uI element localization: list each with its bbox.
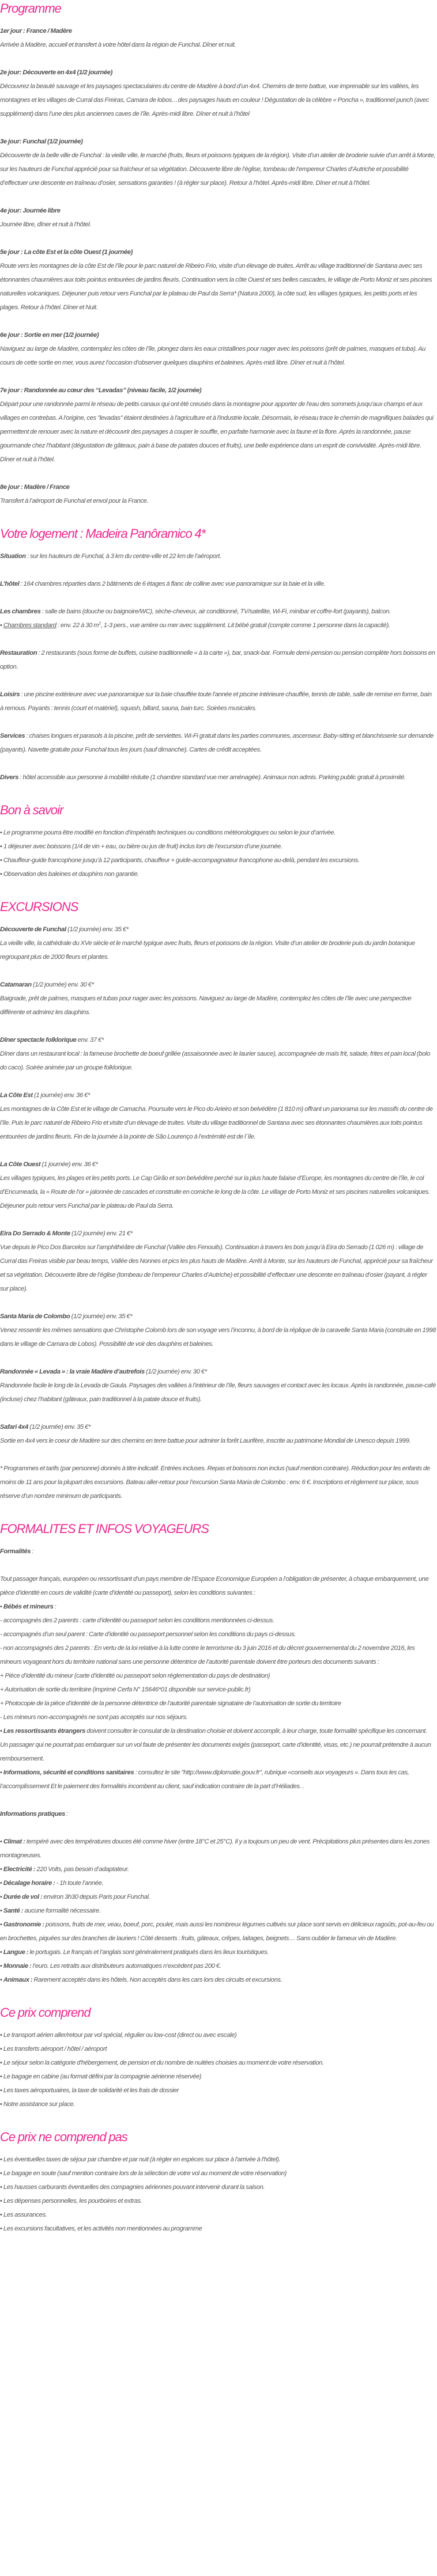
excursion-text: Vue depuis le Pico Dos Barcelos sur l’amphithéâtre de Funchal (Vallée des Fenouils). Continuation à travers les bois jusqu’à Eira do Serrado (1 026 m) : village de Curral das Freiras visible par beau temps, Vallée des Nonnes et pics les plus hauts de Madère. Arrêt à Monte, sur les hauteurs de Funchal, apprécié pour sa fraîcheur et sa végétation. Découverte libre de l’église (tombeau de l’empereur Charles d’Autriche) et possibilité d’effectuer une descente en traîneau d’osier (payant, à régler sur place). (0, 1244, 433, 1292)
excursion-item (0, 1365, 436, 1406)
dining-label: Restauration (0, 650, 37, 657)
excursion-text: Sortie en 4x4 vers le coeur de Madère sur des chemins en terre battue pour admirer la forêt Laurifère, inscrite au patrimoine Mondial de Unesco depuis 1999. (0, 1437, 411, 1444)
situation-text: : sur les hauteurs de Funchal, à 3 km du centre-ville et 22 km de l’aéroport. (25, 553, 221, 560)
safety-paragraph (0, 1766, 436, 1793)
practical-item-climate (0, 1835, 436, 1862)
practical-label: Climat : (3, 1838, 25, 1845)
formalities-intro: Tout passager français, européen ou ressortissant d’un pays membre de l’Espace Economique Européen a l’obligation de présenter, à chaque embarquement, une pièce d’identité en cours de validité (carte d’identité ou passeport), selon les conditions suivantes : (0, 1576, 429, 1596)
hotel-situation (0, 549, 436, 563)
practical-info-list (0, 1835, 436, 1987)
excursion-text: Baignade, prêt de palmes, masques et tubas pour nager avec les poissons. Naviguez au large de Madère, contemplez les côtes de l’île avec une perspective différente et admirez les dauphins. (0, 995, 412, 1016)
excursion-item (0, 1158, 436, 1213)
minors-label: Bébés et mineurs (3, 1603, 54, 1610)
good-to-know-title: Bon à savoir (0, 803, 63, 817)
day-6 (0, 328, 436, 370)
excursions-footnote: * Programmes et tarifs (par personne) donnés à titre indicatif. Entrées incluses. Repas et boissons non inclus (sauf mention contraire). Réduction pour les enfants de moins de 11 ans pour la plupart des excursions. Bateau aller-retour pour l’excursion Santa Maria de Colombo : env. 6 €. Inscriptions et règlement sur place, sous réserve d’un nombre minimum de participants. (0, 1465, 430, 1500)
day-heading: 3e jour: Funchal (1/2 journée) (0, 138, 83, 145)
standard-rooms (0, 619, 436, 632)
minors-line: - accompagnés d’un seul parent : Carte d’identité ou passeport personnel selon les conditions du pays ci-dessus. (0, 1631, 296, 1638)
day-heading: 6e jour : Sortie en mer (1/2 journée) (0, 332, 99, 339)
foreigners-paragraph (0, 1724, 436, 1766)
day-text: Arrivée à Madère, accueil et transfert à votre hôtel dans la région de Funchal. Dîner et nuit. (0, 41, 236, 48)
list-item: • Les hausses carburants éventuelles des compagnies aériennes pouvant intervenir durant la saison. (0, 2180, 436, 2194)
practical-text: tempéré avec des températures douces été comme hiver (entre 18°C et 25°C). Il y a toujours un peu de vent. Précipitations plus présentes dans les zones montagneuses. (0, 1838, 430, 1859)
practical-label: Langue : (3, 1949, 29, 1956)
practical-text: aucune formalité nécessaire. (23, 1907, 101, 1914)
colon: : (65, 1811, 69, 1818)
list-item: • Les dépenses personnelles, les pourboires et extras. (0, 2194, 436, 2208)
practical-label: Animaux : (3, 1976, 33, 1983)
excursion-name: La Côte Est (0, 1092, 33, 1099)
foreigners-label: Les ressortissants étrangers (3, 1728, 85, 1735)
price-includes-list (0, 2028, 436, 2111)
formalities-body (0, 1572, 436, 1793)
day-heading: 8e jour : Madère / France (0, 484, 70, 491)
price-includes-title: Ce prix comprend (0, 2005, 91, 2020)
hotel-services (0, 729, 436, 757)
list-item: • Le transport aérien aller/retour par vol spécial, régulier ou low-cost (direct ou avec escale) (0, 2028, 436, 2042)
day-8 (0, 480, 436, 508)
excursion-name: Dîner spectacle folklorique (0, 1037, 77, 1044)
excursion-meta: env. 37 €* (76, 1037, 104, 1044)
list-item: • Observation des baleines et dauphins non garantie. (0, 867, 436, 881)
excursion-meta: (1/2 journée) env. 35 €* (66, 926, 129, 933)
safety-text: : consultez le site "http://www.diplomatie.gouv.fr", rubrique «conseils aux voyageurs ». Dans tous les cas, l’accomplissement Et le paiement des formalités incombent au client, sauf indication contraire de la part d’Héliades. . (0, 1769, 409, 1790)
day-1 (0, 24, 436, 52)
practical-item-gastronomy (0, 1918, 436, 1945)
excursions-section (0, 898, 436, 1503)
safety-label: Informations, sécurité et conditions sanitaires (3, 1769, 134, 1776)
good-to-know-section (0, 802, 436, 881)
practical-item-language (0, 1945, 436, 1959)
list-item: • Notre assistance sur place. (0, 2097, 436, 2111)
excursion-text: Dîner dans un restaurant local : la fameuse brochette de boeuf grillée (assaisonnée avec le laurier sauce), accompagnée de maïs frit, salade, frites et pain local (bolo do caco). Soirée animée par un groupe folklorique. (0, 1050, 430, 1071)
practical-text: Rarement acceptés dans les hôtels. Non acceptés dans les cars lors des circuits et excursions. (32, 1976, 282, 1983)
excursion-name: Safari 4x4 (0, 1424, 28, 1431)
price-excludes-list (0, 2153, 436, 2236)
services-label: Services (0, 733, 25, 739)
excursions-title: EXCURSIONS (0, 900, 78, 914)
day-text: Route vers les montagnes de la côte Est de l’île pour le parc naturel de Ribeiro Frio, visite d’un élevage de truites. Arrêt au village traditionnel de Santana avec ses étonnantes chaumières aux toits pointus entourées de jardins fleuris. Continuation vers la côte Ouest et ses belles cascades, le village de Porto Moniz et ses piscines naturelles volcaniques. Déjeuner puis retour vers Funchal par le plateau de Paul da Serra* (Natura 2000), la côte sud, les villages typiques, les petits ports et les plages. Retour à l’hôtel. Dîner et Nuit. (0, 263, 432, 311)
practical-label: Gastronomie : (3, 1921, 44, 1928)
day-text: Transfert à l’aéroport de Funchal et envol pour la France. (0, 498, 149, 504)
day-heading: 1er jour : France / Madère (0, 28, 72, 35)
standard-rooms-text: , 1-3 pers., vue arrière ou mer avec supplément. Lit bébé gratuit (compte comme 1 personne dans la capacité). (100, 622, 390, 629)
day-4 (0, 204, 436, 232)
practical-text: poissons, fruits de mer, veau, boeuf, porc, poulet, mais aussi les nombreux légumes cultivés sur place sont servis en délicieux ragoûts, pot-au-feu ou en brochettes, piquées sur des branches de lauriers ! Côté desserts : fruits, gâteaux, crêpes, laitages, beignets… Sans oublier le fameux vin de Madère. (0, 1921, 434, 1942)
minors-line: + Autorisation de sortie du territoire (imprimé Cerfa N° 15646*01 disponible sur service-public.fr) (0, 1686, 251, 1693)
day-3 (0, 135, 436, 190)
day-7 (0, 384, 436, 466)
practical-label: Electricité : (3, 1866, 36, 1873)
list-item: • Les éventuelles taxes de séjour par chambre et par nuit (à régler en espèces sur place à l'arrivée à l'hôtel). (0, 2153, 436, 2167)
rooms-text: : salle de bains (douche ou baignoire/WC), sèche-cheveux, air conditionné, TV/satellite, Wi-Fi, minibar et coffre-fort (payants), balcon. (40, 608, 391, 615)
practical-item-time-difference (0, 1876, 436, 1890)
practical-item-currency (0, 1959, 436, 1973)
formalities-title: FORMALITES ET INFOS VOYAGEURS (0, 1522, 209, 1536)
minors-line: + Pièce d’identité du mineur (carte d’identité ou passeport selon règlementation du pays de destination) (0, 1672, 270, 1679)
practical-text: le portugais. Le français et l’anglais sont généralement pratiqués dans les lieux touristiques. (28, 1949, 269, 1956)
practical-label: Durée de vol : (3, 1894, 43, 1900)
practical-label: Santé : (3, 1907, 24, 1914)
good-to-know-list (0, 826, 436, 881)
excursion-name: Randonnée « Levada » : la vraie Madère d’autrefois (0, 1368, 145, 1375)
list-item: • Les assurances. (0, 2208, 436, 2222)
minors-heading (0, 1600, 436, 1614)
excursion-meta: (1/2 journée) env. 21 €* (70, 1230, 133, 1237)
day-2 (0, 66, 436, 121)
misc-text: : hôtel accessible aux personne à mobilité réduite (1 chambre standard vue mer aménagée). Animaux non admis. Parking public gratuit à proximité. (18, 774, 406, 781)
situation-label: Situation (0, 553, 26, 560)
minors-line: - non accompagnés des 2 parents : En vertu de la loi relative à la lutte contre le terrorisme du 3 juin 2016 et du décret gouvernemental du 2 novembre 2016, les mineurs voyageant hors du territoire national sans une personne détentrice de l’autorité parentale doivent être porteurs des documents suivants : (0, 1645, 415, 1666)
excursion-text: Les montagnes de la Côte Est et le village de Camacha. Poursuite vers le Pico do Arieiro et son belvédère (1 810 m) offrant un panorama sur les massifs du centre de l’île. Puis le parc naturel de Ribeiro Frio et visite d’un élevage de truites. Visite du village traditionnel de Santana avec ses étonnantes chaumières aux toits pointus entourées de jardins fleuris. Fin de la journée à la pointe de São Lourenço à l’extrémité est de l´île. (0, 1106, 433, 1140)
excursion-name: La Côte Ouest (0, 1161, 41, 1168)
practical-item-health (0, 1904, 436, 1918)
day-heading: 5e jour : La côte Est et la côte Ouest (1 journée) (0, 249, 133, 256)
standard-rooms-label: Chambres standard (3, 622, 56, 629)
foreigners-text: doivent consulter le consulat de la destination choisie et doivent accomplir, à leur charge, toute formalité spécifique les concernant. Un passager qui ne pourrait pas embarquer sur un vol faute de présenter les documents exigés (passeport, carte d’identité, visas, etc.) ne pourrait prétendre à aucun remboursement. (0, 1728, 431, 1762)
price-excludes-section (0, 2129, 436, 2236)
list-item: • Le bagage en cabine (au format défini par la compagnie aérienne réservée) (0, 2070, 436, 2084)
formalities-section (0, 1520, 436, 1987)
practical-label: Décalage horaire : (3, 1880, 55, 1887)
excursion-item (0, 1033, 436, 1075)
list-item: • 1 déjeuner avec boissons (1/4 de vin + eau, ou bière ou jus de fruit) inclus lors de l’excursion d’une journée. (0, 840, 436, 853)
colon: : (31, 1548, 34, 1555)
practical-label: Informations pratiques (0, 1811, 66, 1818)
day-heading: 4e jour: Journée libre (0, 207, 61, 214)
day-text: Découverte de la belle ville de Funchal : la vieille ville, le marché (fruits, fleurs et poissons typiques de la région). Visite d’un atelier de broderie suivie d’un arrêt à Monte, sur les hauteurs de Funchal apprécié pour sa fraîcheur et sa végétation. Découverte libre de l’église, tombeau de l’empereur Charles d’Autriche et possibilité d’effectuer une descente en traîneau d’osier, sensations garanties ! (à régler sur place). Retour à l’hôtel. Après-midi libre. Dîner et nuit à l’hôtel. (0, 152, 436, 187)
excursion-item (0, 1088, 436, 1144)
hotel-misc (0, 771, 436, 784)
practical-text: 220 Volts, pas besoin d’adaptateur. (35, 1866, 129, 1873)
list-item: • Les taxes aéroportuaires, la taxe de solidarité et les frais de dossier (0, 2084, 436, 2097)
squared-sup: 2 (99, 621, 101, 626)
excursion-meta: (1/2 journée) env. 30 €* (144, 1368, 207, 1375)
excursion-name: Santa Maria de Colombo (0, 1313, 70, 1320)
hotel-title: Votre logement : Madeira Panôramico 4* (0, 526, 206, 541)
list-item: • Chauffeur-guide francophone jusqu’à 12 participants, chauffeur + guide-accompagnateur francophone au-delà, pendant les excursions. (0, 853, 436, 867)
dining-text: : 2 restaurants (sous forme de buffets, cuisine traditionnelle « à la carte »), bar, snack-bar. Formule demi-pension ou pension complète hors boissons en option. (0, 650, 435, 670)
practical-item-flight-duration (0, 1890, 436, 1904)
practical-item-electricity (0, 1862, 436, 1876)
day-text: Naviguez au large de Madère, contemplez les côtes de l’île, plongez dans les eaux cristallines pour nager avec les poissons (prêt de palmes, masques et tuba). Au cours de cette sortie en mer, vous aurez l’occasion d’observer quelques dauphins et baleines. Après-midi libre. Dîner et nuit à l’hôtel. (0, 346, 426, 366)
excursion-text: Randonnée facile le long de la Levada de Gaula. Paysages des vallées à l’intérieur de l’île, fleurs sauvages et contact avec les locaux. Après la randonnée, pause-café (incluse) chez l’habitant (gâteaux, pain traditionnel à la patate douce et fruits). (0, 1382, 436, 1403)
excursion-item (0, 1310, 436, 1351)
list-item: • Le séjour selon la catégorie d'hébergement, de pension et du nombre de nuitées choisies au moment de votre réservation. (0, 2056, 436, 2070)
excursion-item (0, 1420, 436, 1448)
hotel-section (0, 525, 436, 784)
excursion-meta: (1 journée) env. 36 €* (32, 1092, 91, 1099)
colon: : (53, 1603, 56, 1610)
list-item: • Les transferts aéroport / hôtel / aéroport (0, 2042, 436, 2056)
minors-line: - accompagnés des 2 parents : carte d’identité ou passeport selon les conditions mentionnées ci-dessus. (0, 1617, 274, 1624)
formalities-label: Formalités (0, 1548, 31, 1555)
programme-section (0, 0, 436, 508)
excursion-text: Les villages typiques, les plages et les petits ports. Le Cap Girão et son belvédère perché sur la plus haute falaise d’Europe, les montagnes du centre de l’île, le col d’Encumeada, la « Route de l’or » jalonnée de cascades et construite en corniche le long de la côte. Le village de Porto Moniz et ses piscines naturelles volcaniques. Déjeuner puis retour vers Funchal par le plateau de Paul da Serra. (0, 1175, 430, 1209)
excursion-name: Catamaran (0, 981, 32, 988)
day-text: Découvrez la beauté sauvage et les paysages spectaculaires du centre de Madère à bord d’un 4x4. Chemins de terre battue, vue imprenable sur les vallées, les montagnes et les villages de Curral das Freiras, Camara de lobos…des paysages hauts en couleur ! Dégustation de la célèbre « Poncha », traditionnel punch (avec supplément) dans l’une des plus anciennes caves de l’île. Après-midi libre. Dîner et nuit à l’hôtel (0, 83, 430, 117)
day-heading: 2e jour: Découverte en 4x4 (1/2 journée) (0, 69, 113, 76)
programme-title: Programme (0, 1, 61, 16)
price-includes-section (0, 2004, 436, 2111)
excursion-name: Eira Do Serrado & Monte (0, 1230, 70, 1237)
excursion-item (0, 923, 436, 964)
standard-rooms-size: : env. 22 à 30 m (56, 622, 99, 629)
hotel-description (0, 577, 436, 591)
excursion-meta: (1 journée) env. 36 €* (40, 1161, 98, 1168)
misc-label: Divers (0, 774, 19, 781)
practical-label: Monnaie : (3, 1963, 32, 1970)
practical-text: environ 3h30 depuis Paris pour Funchal. (42, 1894, 150, 1900)
excursion-name: Découverte de Funchal (0, 926, 66, 933)
excursion-meta: (1/2 journée) env. 35 €* (70, 1313, 133, 1320)
hotel-leisure (0, 688, 436, 715)
day-5 (0, 245, 436, 314)
price-excludes-title: Ce prix ne comprend pas (0, 2130, 127, 2144)
minors-line: - Les mineurs non-accompagnés ne sont pas acceptés sur nos séjours. (0, 1714, 188, 1721)
rooms-label: Les chambres (0, 608, 41, 615)
practical-text: - 1h toute l’année. (55, 1880, 104, 1887)
services-text: : chaises longues et parasols à la piscine, prêt de serviettes. Wi-Fi gratuit dans les parties communes, ascenseur. Baby-sitting et blanchisserie sur demande (payants). Navette gratuite pour Funchal tous les jours (sauf dimanche). Cartes de crédit acceptées. (0, 733, 434, 753)
list-item: • Les excursions facultatives, et les activités non mentionnées au programme (0, 2222, 436, 2236)
day-text: Journée libre, dîner et nuit à l’hôtel. (0, 221, 92, 228)
excursion-text: La vieille ville, la cathédrale du XVe siècle et le marché typique avec fruits, fleurs et poissons de la région. Visite d’un atelier de broderie puis du jardin botanique regroupant plus de 2000 fleurs et plantes. (0, 940, 415, 961)
formalities-subheading (0, 1545, 436, 1558)
day-heading: 7e jour : Randonnée au cœur des “Levadas” (niveau facile, 1/2 journée) (0, 387, 202, 394)
excursion-text: Venez ressentir les mêmes sensations que Christophe Colomb lors de son voyage vers l’inconnu, à bord de la réplique de la caravelle Santa Maria (construite en 1998 dans le village de Camara de Lobos). Possibilité de voir des dauphins et baleines. (0, 1327, 436, 1348)
hotel-text: : 164 chambres réparties dans 2 bâtiments de 6 étages à flanc de colline avec vue panoramique sur la baie et la ville. (19, 581, 326, 587)
leisure-text: : une piscine extérieure avec vue panoramique sur la baie chauffée toute l'année et piscine intérieure chauffée, tennis de table, salle de remise en forme, bain à remous. Payants : tennis (court et matériel), squash, billard, sauna, bain turc. Soirées musicales. (0, 691, 432, 712)
hotel-dining (0, 646, 436, 674)
day-text: Départ pour une randonnée parmi le réseau de petits canaux qui ont été creusés dans la montagne pour apporter de l'eau des sommets jusqu'aux champs et aux villages en contrebas. A l'origine, ces "levadas" étaient destinées à l'agriculture et à l'industrie locale. Désormais, le réseau trace le chemin de magnifiques balades qui permettent de renouer avec la nature et découvrir des paysages à couper le souffle, en parfaite harmonie avec la faune et la flore. Après la randonnée, pause gourmande chez l’habitant (dégustation de gâteaux, pain à base de patates douces et fruits), une belle expérience dans un esprit de convivialité. Après-midi libre. Dîner et nuit à l’hôtel. (0, 401, 434, 463)
practical-subheading (0, 1807, 436, 1821)
list-item: • Le programme pourra être modifié en fonction d’impératifs techniques ou conditions météorologiques ou selon le jour d’arrivée. (0, 826, 436, 840)
list-item: • Le bagage en soute (sauf mention contraire lors de la sélection de votre vol au moment de votre réservation) (0, 2167, 436, 2180)
practical-text: l’euro. Les retraits aux distributeurs automatiques n’excèdent pas 200 €. (31, 1963, 221, 1970)
hotel-rooms (0, 605, 436, 632)
hotel-label: L’hôtel (0, 581, 20, 587)
excursion-meta: (1/2 journée) env. 30 €* (31, 981, 94, 988)
practical-item-animals (0, 1973, 436, 1987)
leisure-label: Loisirs (0, 691, 20, 698)
excursion-meta: (1/2 journée) env. 35 €* (28, 1424, 91, 1431)
excursion-item (0, 978, 436, 1019)
excursion-item (0, 1227, 436, 1296)
minors-line: + Photocopie de la pièce d’identité de la personne détentrice de l’autorité parentale signataire de l’autorisation de sortie du territoire (0, 1700, 341, 1707)
